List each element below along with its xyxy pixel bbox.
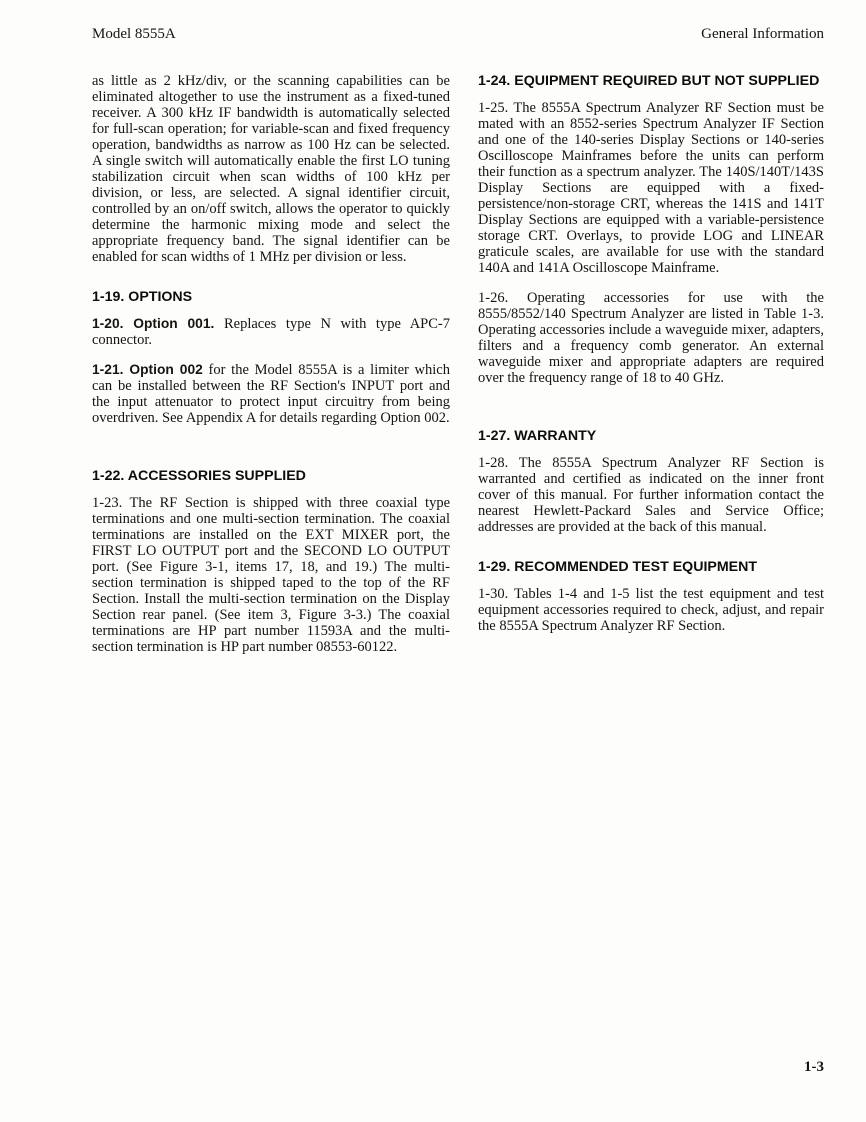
left-column	[92, 73, 450, 669]
heading-options: 1-19. OPTIONS	[92, 289, 193, 305]
heading-accessories-supplied: 1-22. ACCESSORIES SUPPLIED	[92, 468, 306, 484]
paragraph-equipment-required: 1-25. The 8555A Spectrum Analyzer RF Section must be mated with an 8552-series Spectrum Analyzer IF Section and one of the 140-series Display Sections or 140-series Oscilloscope Mainframes before the units can perform their function as a spectrum analyzer. The 140S/140T/143S Display Sections are equipped with a fixed-persistence/non-storage CRT, whereas the 141S and 141T Display Sections are equipped with a variable-persistence storage CRT. Overlays, to provide LOG and LINEAR graticule scales, are available for use with the standard 140A and 141A Oscilloscope Mainframe.	[478, 100, 824, 276]
paragraph-option-001-lead: 1-20. Option 001.	[92, 316, 215, 331]
paragraph-operating-accessories: 1-26. Operating accessories for use with the 8555/8552/140 Spectrum Analyzer are listed in Table 1-3. Operating accessories include a waveguide mixer, adapters, filters and a frequency comb generator. An external waveguide mixer and appropriate adapters are required over the frequency range of 18 to 40 GHz.	[478, 290, 824, 386]
right-column	[478, 73, 824, 648]
intro-paragraph: as little as 2 kHz/div, or the scanning capabilities can be eliminated altogether to use the instrument as a fixed-tuned receiver. A 300 kHz IF bandwidth is automatically selected for full-scan operation; for variable-scan and fixed frequency operation, bandwidths as narrow as 100 Hz can be selected. A single switch will automatically enable the first LO tuning stabilization circuit when scan widths of 100 kHz per division, or less, are selected. A signal identifier circuit, controlled by an on/off switch, allows the operator to quickly determine the harmonic mixing mode and select the appropriate frequency band. The signal identifier can be enabled for scan widths of 1 MHz per division or less.	[92, 73, 450, 265]
two-column-body	[92, 73, 824, 669]
page-header	[92, 26, 824, 43]
paragraph-test-equipment: 1-30. Tables 1-4 and 1-5 list the test equipment and test equipment accessories required to check, adjust, and repair the 8555A Spectrum Analyzer RF Section.	[478, 586, 824, 634]
header-model-number: Model 8555A	[92, 26, 176, 42]
heading-recommended-test-equipment: 1-29. RECOMMENDED TEST EQUIPMENT	[478, 559, 758, 575]
paragraph-option-002-text: for the Model 8555A is a limiter which can be installed between the RF Section's INPUT port and the input attenuator to protect input circuitry from being overdriven. See Appendix A for details regarding Option 002.	[92, 362, 450, 426]
paragraph-accessories: 1-23. The RF Section is shipped with three coaxial type terminations and one multi-section termination. The coaxial terminations are installed on the EXT MIXER port, the FIRST LO OUTPUT port and the SECOND LO OUTPUT port. (See Figure 3-1, items 17, 18, and 19.) The multi-section termination is shipped taped to the top of the RF Section. Install the multi-section termination on the Display Section rear panel. (See item 3, Figure 3-3.) The coaxial terminations are HP part number 11593A and the multi-section termination is HP part number 08553-60122.	[92, 495, 450, 655]
heading-warranty: 1-27. WARRANTY	[478, 428, 597, 444]
heading-equipment-required: 1-24. EQUIPMENT REQUIRED BUT NOT SUPPLIED	[478, 73, 820, 89]
paragraph-warranty: 1-28. The 8555A Spectrum Analyzer RF Section is warranted and certified as indicated on the inner front cover of this manual. For further information contact the nearest Hewlett-Packard Sales and Service Office; addresses are provided at the back of this manual.	[478, 455, 824, 535]
paragraph-option-001-text: Replaces type N with type APC-7 connector.	[92, 316, 450, 348]
header-chapter-title: General Information	[701, 26, 824, 42]
paragraph-option-001	[92, 316, 450, 348]
paragraph-option-002	[92, 362, 450, 426]
page-number: 1-3	[804, 1059, 824, 1075]
paragraph-option-002-lead: 1-21. Option 002	[92, 362, 203, 377]
